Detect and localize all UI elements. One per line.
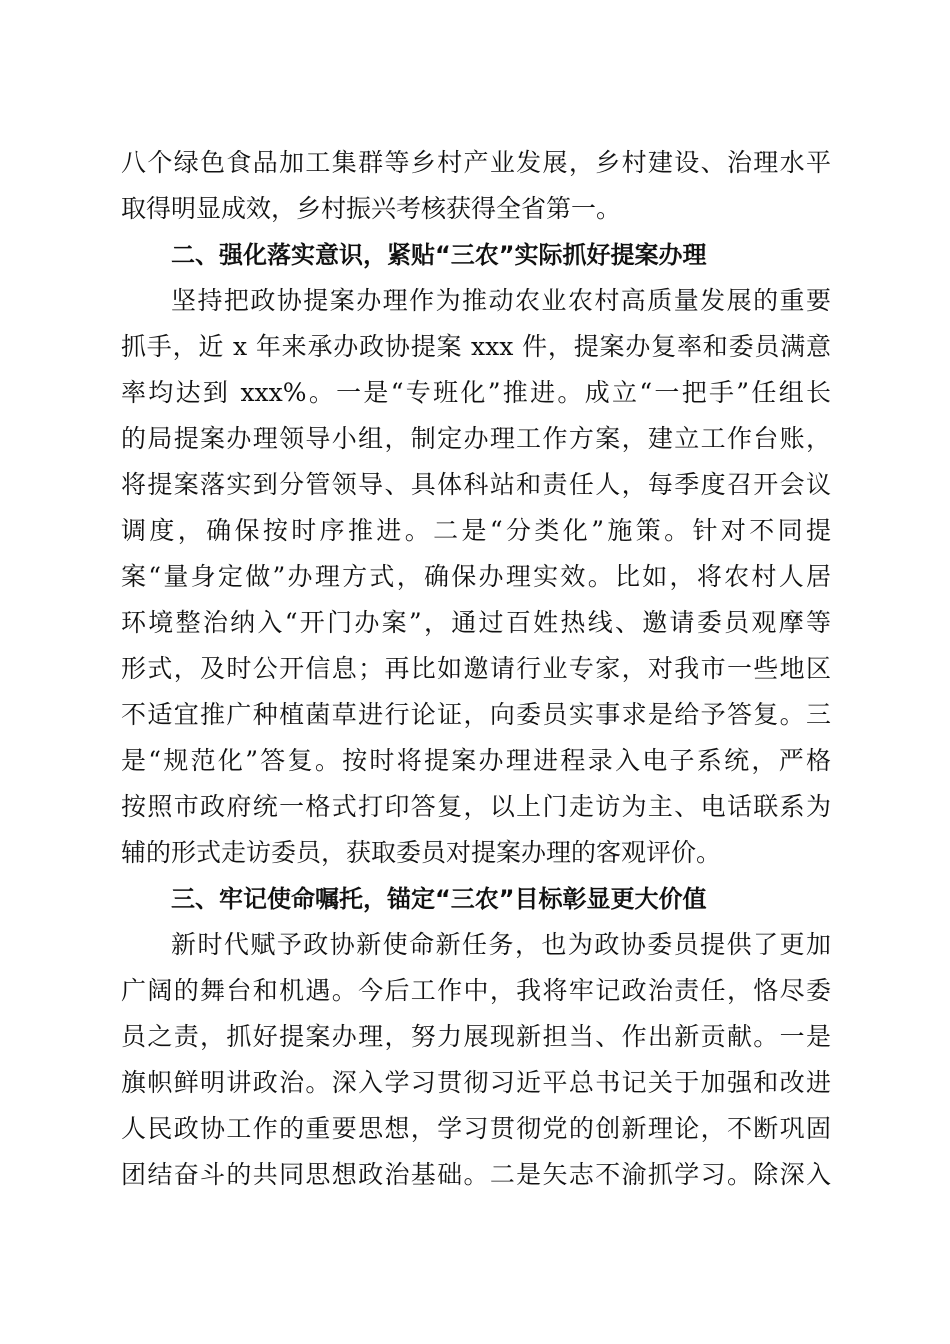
body-text-line: 取得明显成效，乡村振兴考核获得全省第一。 <box>121 194 622 223</box>
body-text-line: 调度，确保按时序推进。二是“分类化”施策。针对不同提 <box>121 516 831 545</box>
body-text-line: 人民政协工作的重要思想，学习贯彻党的创新理论，不断巩固 <box>121 1114 831 1143</box>
body-text-line: 率均达到 xxx%。一是“专班化”推进。成立“一把手”任组长 <box>121 378 831 407</box>
body-text-line: 团结奋斗的共同思想政治基础。二是矢志不渝抓学习。除深入 <box>121 1160 831 1189</box>
body-text-line: 八个绿色食品加工集群等乡村产业发展，乡村建设、治理水平 <box>121 148 831 177</box>
body-text-line: 辅的形式走访委员，获取委员对提案办理的客观评价。 <box>121 838 722 867</box>
body-text-line: 员之责，抓好提案办理，努力展现新担当、作出新贡献。一是 <box>121 1022 831 1051</box>
body-text-line: 环境整治纳入“开门办案”，通过百姓热线、邀请委员观摩等 <box>121 608 831 637</box>
section-heading-2: 二、强化落实意识，紧贴“三农”实际抓好提案办理 <box>171 241 707 269</box>
body-text-line: 形式，及时公开信息；再比如邀请行业专家，对我市一些地区 <box>121 654 831 683</box>
body-text-line: 按照市政府统一格式打印答复，以上门走访为主、电话联系为 <box>121 792 831 821</box>
body-text-line: 不适宜推广种植菌草进行论证，向委员实事求是给予答复。三 <box>121 700 831 729</box>
body-text-line: 旗帜鲜明讲政治。深入学习贯彻习近平总书记关于加强和改进 <box>121 1068 831 1097</box>
body-text-line: 将提案落实到分管领导、具体科站和责任人，每季度召开会议 <box>121 470 831 499</box>
body-text-line: 抓手，近 x 年来承办政协提案 xxx 件，提案办复率和委员满意 <box>121 332 831 361</box>
body-text-line: 的局提案办理领导小组，制定办理工作方案，建立工作台账， <box>121 424 831 453</box>
body-text-line: 广阔的舞台和机遇。今后工作中，我将牢记政治责任，恪尽委 <box>121 976 831 1005</box>
body-text-line: 案“量身定做”办理方式，确保办理实效。比如，将农村人居 <box>121 562 831 591</box>
body-text-line: 新时代赋予政协新使命新任务，也为政协委员提供了更加 <box>171 930 831 959</box>
body-text-line: 坚持把政协提案办理作为推动农业农村高质量发展的重要 <box>171 286 831 315</box>
section-heading-3: 三、牢记使命嘱托，锚定“三农”目标彰显更大价值 <box>171 885 707 913</box>
body-text-line: 是“规范化”答复。按时将提案办理进程录入电子系统，严格 <box>121 746 831 775</box>
